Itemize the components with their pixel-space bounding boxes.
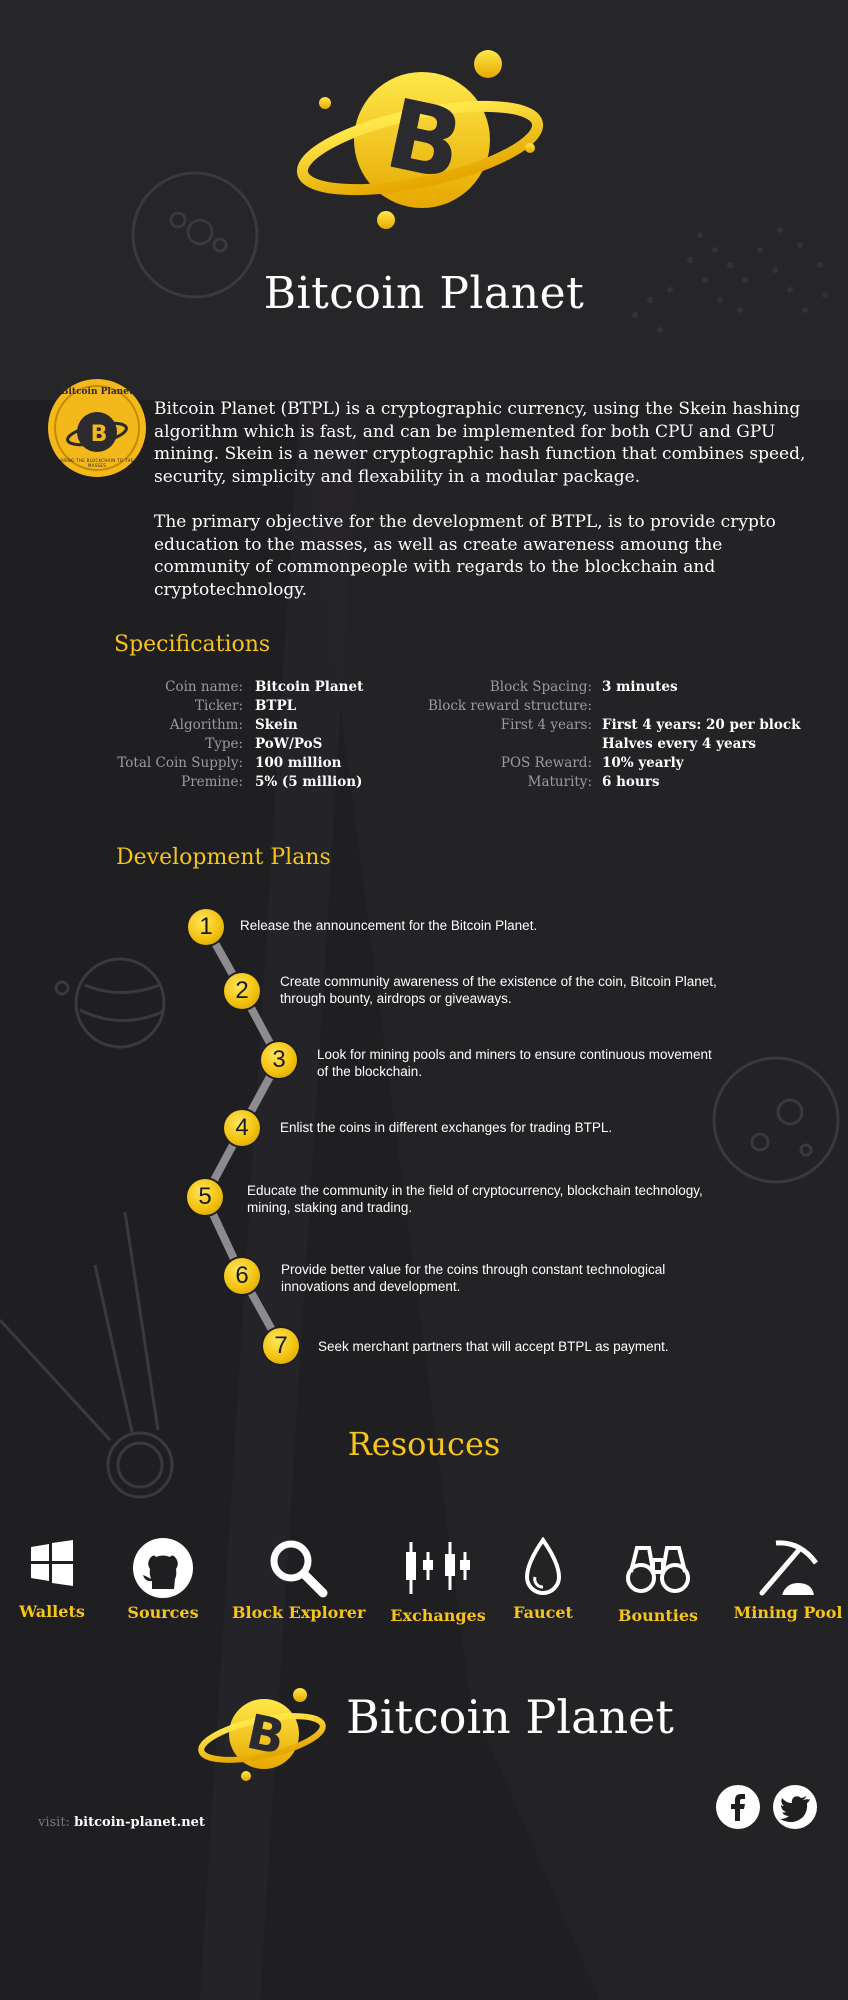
- footer-logo-icon: [196, 1686, 330, 1786]
- spec-value: 10% yearly: [602, 755, 684, 771]
- step-text-line: mining, staking and trading.: [247, 1199, 413, 1215]
- step-number: 4: [224, 1110, 260, 1146]
- pickaxe-icon: [756, 1537, 820, 1599]
- step-text-line: innovations and development.: [281, 1278, 461, 1294]
- binoculars-icon: [625, 1540, 691, 1596]
- resource-label: Sources: [127, 1603, 199, 1622]
- intro-paragraph-1: Bitcoin Planet (BTPL) is a cryptographic currency, using the Skein hashing algorithm which is fast, and can be implemented for both CPU and GPU mining. Skein is a newer cryptographic hash function that combines speed, security, simplicity and flexability in a modular package.: [154, 399, 806, 487]
- step-number: 7: [263, 1328, 299, 1364]
- step-text-line: Create community awareness of the existence of the coin, Bitcoin Planet,: [280, 974, 717, 989]
- visit-label: visit:: [38, 1815, 70, 1830]
- resource-label: Faucet: [513, 1603, 573, 1622]
- resource-sources[interactable]: [122, 1537, 204, 1622]
- coin-badge-label: Bitcoin Planet: [60, 387, 134, 397]
- step-number: 3: [261, 1042, 297, 1078]
- step-text-line: Educate the community in the field of cryptocurrency, blockchain technology,: [247, 1183, 703, 1198]
- spec-value: First 4 years: 20 per block: [602, 717, 801, 733]
- step-text-line: Release the announcement for the Bitcoin Planet.: [240, 918, 538, 933]
- intro-paragraph-2: The primary objective for the development of BTPL, is to provide crypto education to the masses, as well as create awareness amoung the community of commonpeople with regards to the blockchain and cryptotechnology.: [154, 512, 776, 600]
- step-text: [281, 1262, 665, 1295]
- resource-label: Bounties: [617, 1606, 699, 1625]
- svg-text:B: B: [242, 1703, 290, 1767]
- magnifier-icon: [267, 1537, 329, 1599]
- spec-label: Algorithm:: [169, 717, 243, 733]
- step-text-line: Enlist the coins in different exchanges for trading BTPL.: [280, 1120, 613, 1135]
- facebook-button[interactable]: [716, 1785, 760, 1829]
- spec-value: 6 hours: [602, 774, 660, 790]
- step-text: [247, 1183, 703, 1216]
- github-icon: [132, 1537, 194, 1599]
- step-text-line: Provide better value for the coins through constant technological: [281, 1262, 666, 1277]
- spec-label: Type:: [205, 736, 243, 752]
- spec-value: PoW/PoS: [255, 736, 323, 752]
- spec-label: Maturity:: [527, 774, 592, 790]
- twitter-button[interactable]: [773, 1785, 817, 1829]
- spec-label: POS Reward:: [500, 755, 592, 771]
- step-number: 2: [224, 973, 260, 1009]
- step-text-line: Look for mining pools and miners to ensure continuous movement: [317, 1047, 712, 1062]
- spec-value: 100 million: [255, 755, 342, 771]
- step-text-line: through bounty, airdrops or giveaways.: [280, 990, 512, 1006]
- spec-value: Bitcoin Planet: [255, 679, 364, 695]
- spec-label: Premine:: [181, 774, 243, 790]
- spec-label: First 4 years:: [500, 717, 592, 733]
- step-number: 1: [188, 909, 224, 945]
- step-number: 6: [224, 1258, 260, 1294]
- resource-wallets[interactable]: [10, 1540, 94, 1621]
- resource-bounties[interactable]: [610, 1540, 706, 1625]
- resource-label: Mining Pool: [733, 1603, 843, 1622]
- step-number: 5: [187, 1179, 223, 1215]
- spec-value: 5% (5 million): [255, 774, 363, 790]
- candlestick-icon: [403, 1540, 473, 1596]
- drop-icon: [521, 1537, 565, 1599]
- spec-label: Ticker:: [194, 698, 243, 714]
- resources-title: Resouces: [347, 1425, 501, 1463]
- windows-icon: [29, 1540, 75, 1586]
- development-plans-title: Development Plans: [116, 845, 331, 870]
- spec-label: Total Coin Supply:: [117, 755, 243, 771]
- spec-value: 3 minutes: [602, 679, 678, 695]
- resource-label: Wallets: [19, 1602, 85, 1621]
- svg-text:B: B: [377, 77, 473, 203]
- resource-block-explorer[interactable]: [232, 1537, 364, 1622]
- specifications-title: Specifications: [114, 632, 271, 657]
- svg-text:B: B: [90, 422, 108, 447]
- resource-exchanges[interactable]: [387, 1540, 489, 1625]
- spec-label: Block Spacing:: [489, 679, 592, 695]
- resource-label: Block Explorer: [232, 1603, 366, 1622]
- resource-mining-pool[interactable]: [732, 1537, 844, 1622]
- step-text: [317, 1047, 712, 1080]
- resource-label: Exchanges: [390, 1606, 486, 1625]
- step-text-line: Seek merchant partners that will accept BTPL as payment.: [318, 1339, 669, 1354]
- step-text: [280, 974, 717, 1007]
- spec-value: BTPL: [255, 698, 297, 714]
- visit-line: [38, 1815, 205, 1830]
- spec-value: Skein: [255, 717, 298, 733]
- twitter-icon: [773, 1785, 817, 1829]
- step-text: [240, 918, 537, 935]
- visit-link[interactable]: bitcoin-planet.net: [74, 1815, 205, 1830]
- page-title: Bitcoin Planet: [263, 268, 585, 319]
- step-text-line: of the blockchain.: [317, 1063, 423, 1079]
- spec-label: Block reward structure:: [427, 698, 592, 714]
- step-text: [318, 1339, 669, 1356]
- spec-label: Coin name:: [165, 679, 243, 695]
- resource-faucet[interactable]: [505, 1537, 581, 1622]
- step-text: [280, 1120, 612, 1137]
- footer-title: Bitcoin Planet: [346, 1690, 674, 1744]
- spec-value: Halves every 4 years: [602, 736, 757, 752]
- coin-badge-ring-text: BRING THE BLOCKCHAIN TO THE MASSES: [60, 458, 134, 468]
- facebook-icon: [716, 1785, 760, 1829]
